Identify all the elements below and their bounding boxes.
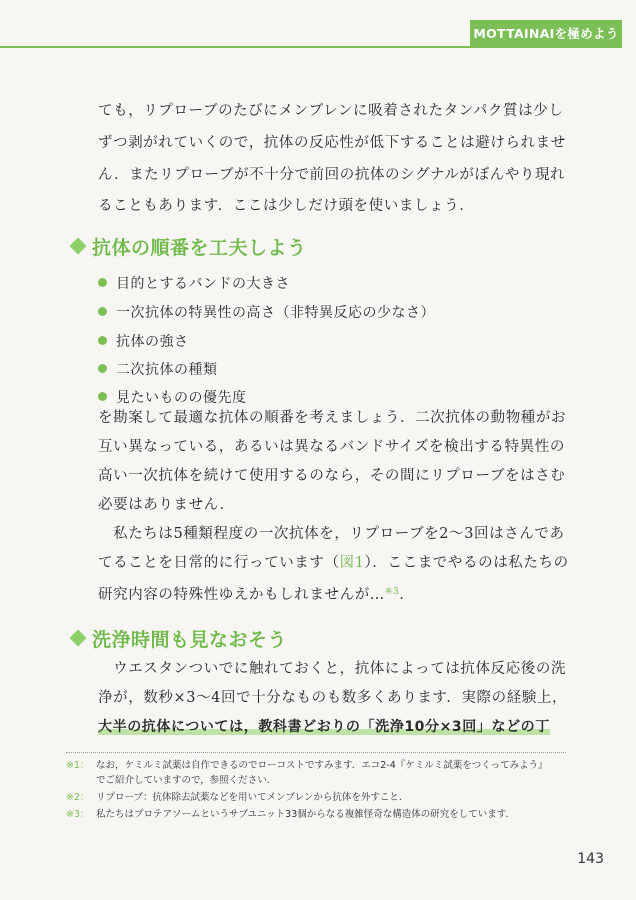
section-heading-wash-time <box>72 625 287 652</box>
para2-line-2: てることを日常的に行っています（図1）．ここまでやるのは私たちの <box>98 555 569 571</box>
diamond-icon <box>70 238 87 255</box>
diamond-icon <box>70 630 87 647</box>
body-line-4: 必要はありません． <box>98 497 235 513</box>
intro-line-4: ることもあります．ここは少しだけ頭を使いましょう． <box>98 198 475 214</box>
bullet-dot-icon <box>98 336 107 345</box>
bullet-dot-icon <box>98 278 107 287</box>
bullet-item <box>98 331 189 351</box>
intro-line-2: ずつ剥がれていくので，抗体の反応性が低下することは避けられませ <box>98 135 566 151</box>
bullet-item <box>98 359 218 379</box>
running-header: MOTTAINAIを極めよう <box>470 20 622 48</box>
page-number: 143 <box>577 851 604 867</box>
footnote-mark: ※3： <box>66 809 90 820</box>
footnote-divider <box>66 752 566 753</box>
footnote-2: ※2： リプローブ：抗体除去試薬などを用いてメンブレンから抗体を外すこと． <box>66 792 409 803</box>
footnote-1-continued: でご紹介していますので，参照ください． <box>96 775 277 786</box>
bullet-text: 目的とするバンドの大きさ <box>116 276 290 292</box>
bullet-text: 一次抗体の特異性の高さ（非特異反応の少なさ） <box>116 305 435 321</box>
footnote-mark: ※2： <box>66 792 90 803</box>
footnote-1: ※1： なお，ケミルミ試薬は自作できるのでローコストですみます．エコ2-4『ケミルミ試薬をつくってみよう』 <box>66 760 548 771</box>
bullet-text: 抗体の強さ <box>116 334 189 350</box>
bullet-text: 見たいものの優先度 <box>116 390 247 406</box>
body-line-3: 高い一次抗体を続けて使用するのなら，その間にリプローブをはさむ <box>98 468 566 484</box>
bullet-dot-icon <box>98 364 107 373</box>
figure-reference-link[interactable]: 図1 <box>339 555 365 571</box>
bullet-text: 二次抗体の種類 <box>116 362 218 378</box>
footnote-3: ※3： 私たちはプロテアソームというサブユニット33個からなる複雑怪奇な構造体の研究をしています． <box>66 809 515 820</box>
body-line-2: 互い異なっている，あるいは異なるバンドサイズを検出する特異性の <box>98 439 565 455</box>
wash-highlight-line <box>98 713 568 741</box>
para2-line-3: 研究内容の特殊性ゆえかもしれませんが…$^{※3}$． <box>98 587 415 603</box>
body-line-1: を勘案して最適な抗体の順番を考えましょう．二次抗体の動物種がお <box>98 410 567 426</box>
wash-line-1: ウエスタンついでに触れておくと，抗体によっては抗体反応後の洗 <box>98 661 567 677</box>
section-heading-text: 抗体の順番を工夫しよう <box>92 237 307 259</box>
bullet-item <box>98 302 435 322</box>
section-heading-text: 洗浄時間も見なおそう <box>92 629 288 651</box>
bullet-dot-icon <box>98 307 107 316</box>
para2-line-1: 私たちは5種類程度の一次抗体を，リプローブを2～3回はさんであ <box>98 526 565 542</box>
intro-line-1: ても，リプローブのたびにメンブレンに吸着されたタンパク質は少し <box>98 103 564 119</box>
highlighted-text: 大半の抗体については，教科書どおりの「洗浄10分×3回」などの丁 <box>98 719 550 735</box>
footnote-mark: ※1： <box>66 760 90 771</box>
bullet-item <box>98 273 290 293</box>
bullet-dot-icon <box>98 392 107 401</box>
intro-line-3: ん．またリプローブが不十分で前回の抗体のシグナルがぼんやり現れ <box>98 167 566 183</box>
section-heading-antibody-order <box>72 233 307 260</box>
wash-line-2: 浄が，数秒×3～4回で十分なものも数多くあります．実際の経験上， <box>98 690 568 706</box>
footnote-reference-3[interactable]: ※3 <box>384 587 400 597</box>
